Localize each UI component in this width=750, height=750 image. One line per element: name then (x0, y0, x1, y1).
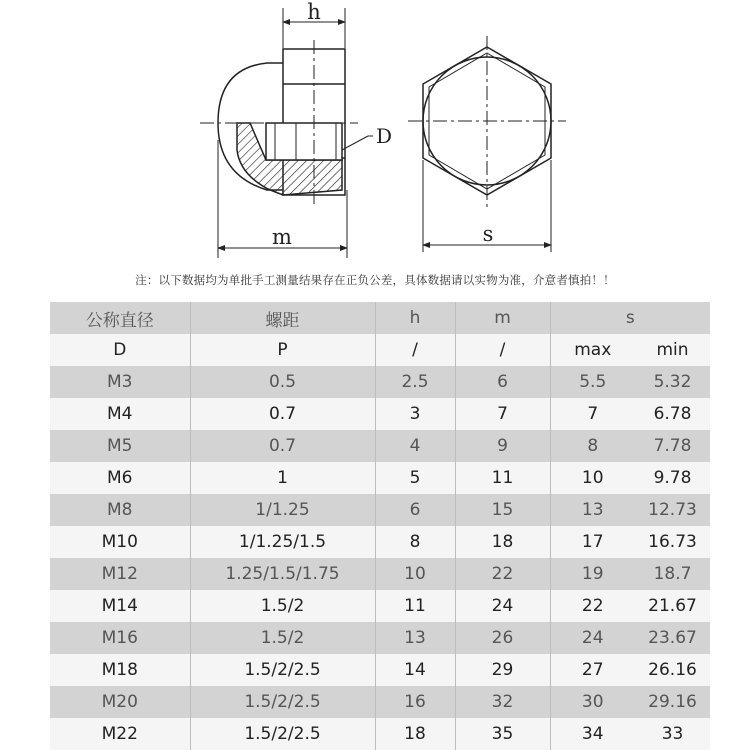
cell-s-max: 7 (550, 398, 635, 430)
cell-m: 35 (455, 718, 550, 750)
cell-s-min: 26.16 (635, 654, 710, 686)
subheader-m-unit: / (455, 334, 550, 366)
cell-pitch: 1.5/2 (190, 622, 375, 654)
cap-nut-spec-table (50, 302, 710, 750)
cell-pitch: 1.5/2/2.5 (190, 686, 375, 718)
cell-s-min: 21.67 (635, 590, 710, 622)
cell-s-min: 16.73 (635, 526, 710, 558)
cell-h: 13 (375, 622, 455, 654)
cell-h: 14 (375, 654, 455, 686)
cell-d: M14 (50, 590, 190, 622)
cell-pitch: 1.5/2 (190, 590, 375, 622)
cell-s-min: 23.67 (635, 622, 710, 654)
cell-s-max: 10 (550, 462, 635, 494)
cell-s-max: 19 (550, 558, 635, 590)
cell-s-min: 7.78 (635, 430, 710, 462)
cell-m: 29 (455, 654, 550, 686)
cell-m: 15 (455, 494, 550, 526)
cell-s-min: 18.7 (635, 558, 710, 590)
cell-s-min: 6.78 (635, 398, 710, 430)
cell-m: 32 (455, 686, 550, 718)
subheader-h-unit: / (375, 334, 455, 366)
table-row (50, 398, 710, 430)
cell-d: M16 (50, 622, 190, 654)
col-header-pitch: 螺距 (190, 302, 375, 334)
cell-d: M20 (50, 686, 190, 718)
table-row (50, 654, 710, 686)
dim-h-label: h (307, 0, 321, 24)
table-header-row (50, 302, 710, 334)
cell-s-max: 22 (550, 590, 635, 622)
cell-h: 6 (375, 494, 455, 526)
cell-pitch: 1.5/2/2.5 (190, 718, 375, 750)
cell-s-min: 12.73 (635, 494, 710, 526)
table-row (50, 526, 710, 558)
subheader-s-min: min (635, 334, 710, 366)
cell-h: 18 (375, 718, 455, 750)
cell-s-max: 34 (550, 718, 635, 750)
cell-d: M22 (50, 718, 190, 750)
table-row (50, 622, 710, 654)
measurement-note: 注：以下数据均为单批手工测量结果存在正负公差，具体数据请以实物为准，介意者慎拍！！ (135, 273, 615, 287)
dim-s-label: s (482, 222, 494, 246)
table-row (50, 366, 710, 398)
cell-pitch: 0.7 (190, 430, 375, 462)
table-row (50, 558, 710, 590)
cell-h: 5 (375, 462, 455, 494)
cell-m: 7 (455, 398, 550, 430)
cell-pitch: 1.5/2/2.5 (190, 654, 375, 686)
cell-h: 3 (375, 398, 455, 430)
cell-pitch: 0.7 (190, 398, 375, 430)
col-header-h: h (375, 302, 455, 334)
cell-s-min: 9.78 (635, 462, 710, 494)
cell-d: M6 (50, 462, 190, 494)
cell-s-max: 13 (550, 494, 635, 526)
cell-d: M10 (50, 526, 190, 558)
subheader-d: D (50, 334, 190, 366)
cell-m: 22 (455, 558, 550, 590)
table-row (50, 494, 710, 526)
cell-s-min: 5.32 (635, 366, 710, 398)
cell-pitch: 1/1.25 (190, 494, 375, 526)
cell-d: M12 (50, 558, 190, 590)
cell-m: 18 (455, 526, 550, 558)
cell-pitch: 1.25/1.5/1.75 (190, 558, 375, 590)
cell-pitch: 1 (190, 462, 375, 494)
table-row (50, 462, 710, 494)
cell-m: 11 (455, 462, 550, 494)
cell-s-max: 8 (550, 430, 635, 462)
cell-pitch: 0.5 (190, 366, 375, 398)
table-row (50, 686, 710, 718)
subheader-s-max: max (550, 334, 635, 366)
cap-nut-technical-drawing (0, 0, 750, 270)
cell-d: M18 (50, 654, 190, 686)
cell-h: 4 (375, 430, 455, 462)
dim-D-label: D (376, 124, 393, 148)
cell-m: 6 (455, 366, 550, 398)
cell-h: 2.5 (375, 366, 455, 398)
cell-s-max: 5.5 (550, 366, 635, 398)
cell-pitch: 1/1.25/1.5 (190, 526, 375, 558)
cell-h: 8 (375, 526, 455, 558)
cell-d: M5 (50, 430, 190, 462)
cell-s-min: 33 (635, 718, 710, 750)
side-section-view (218, 8, 373, 258)
cell-s-max: 17 (550, 526, 635, 558)
table-subheader-row (50, 334, 710, 366)
cell-m: 26 (455, 622, 550, 654)
cell-h: 11 (375, 590, 455, 622)
cell-m: 9 (455, 430, 550, 462)
cell-h: 10 (375, 558, 455, 590)
cell-m: 24 (455, 590, 550, 622)
col-header-nominal-diameter: 公称直径 (50, 302, 190, 334)
col-header-m: m (455, 302, 550, 334)
cell-s-max: 27 (550, 654, 635, 686)
subheader-p: P (190, 334, 375, 366)
cell-s-max: 24 (550, 622, 635, 654)
cell-s-min: 29.16 (635, 686, 710, 718)
cell-s-max: 30 (550, 686, 635, 718)
table-row (50, 718, 710, 750)
table-row (50, 590, 710, 622)
table-row (50, 430, 710, 462)
cell-d: M8 (50, 494, 190, 526)
col-header-s: s (550, 302, 710, 334)
cell-d: M3 (50, 366, 190, 398)
cell-d: M4 (50, 398, 190, 430)
dim-m-label: m (272, 225, 292, 249)
cell-h: 16 (375, 686, 455, 718)
